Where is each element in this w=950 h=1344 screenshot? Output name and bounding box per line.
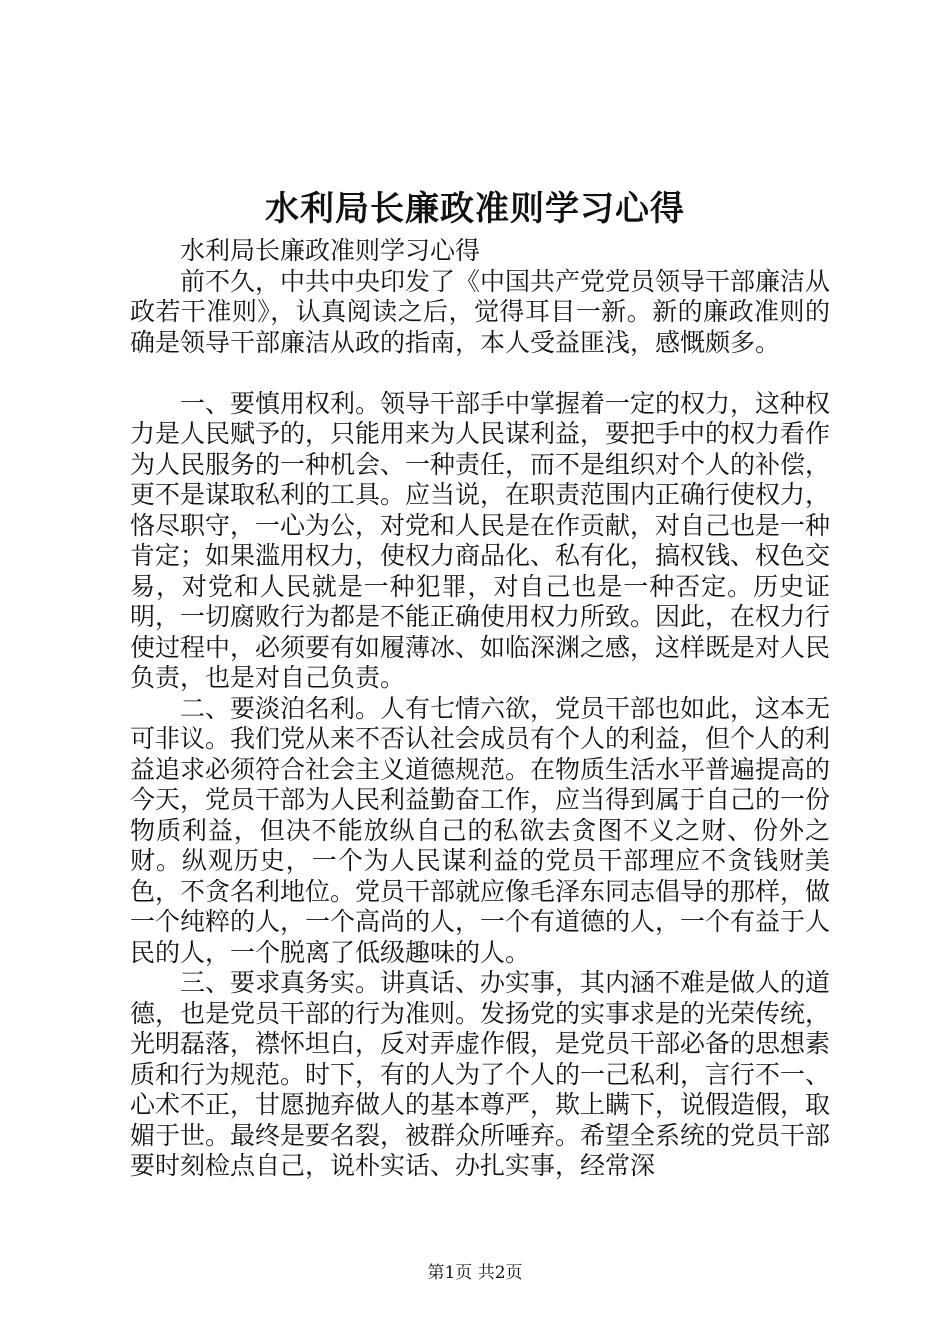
- section-one-paragraph: 一、要慎用权利。领导干部手中掌握着一定的权力，这种权力是人民赋予的，只能用来为人民谋利益，要把手中的权力看作为人民服务的一种机会、一种责任，而不是组织对个人的补偿，更不是谋取私利的工具。应当说，在职责范围内正确行使权力，恪尽职守，一心为公，对党和人民是在作贡献，对自己也是一种肯定；如果滥用权力，使权力商品化、私有化，搞权钱、权色交易，对党和人民就是一种犯罪，对自己也是一种否定。历史证明，一切腐败行为都是不能正确使用权力所致。因此，在权力行使过程中，必须要有如履薄冰、如临深渊之感，这样既是对人民负责，也是对自己负责。: [130, 388, 831, 692]
- section-three-paragraph: 三、要求真务实。讲真话、办实事，其内涵不难是做人的道德，也是党员干部的行为准则。发扬党的实事求是的光荣传统，光明磊落，襟怀坦白，反对弄虚作假，是党员干部必备的思想素质和行为规范。时下，有的人为了个人的一己私利，言行不一、心术不正，甘愿抛弃做人的基本尊严，欺上瞒下，说假造假，取媚于世。最终是要名裂，被群众所唾弃。希望全系统的党员干部要时刻检点自己，说朴实话、办扎实事，经常深: [130, 968, 831, 1180]
- page-footer: 第1页 共2页: [427, 1263, 523, 1283]
- intro-paragraph: 前不久，中共中央印发了《中国共产党党员领导干部廉洁从政若干准则》，认真阅读之后，觉得耳目一新。新的廉政准则的确是领导干部廉洁从政的指南，本人受益匪浅，感慨颇多。: [130, 266, 831, 357]
- subtitle-paragraph: 水利局长廉政准则学习心得: [180, 236, 481, 265]
- document-title: 水利局长廉政准则学习心得: [265, 189, 685, 229]
- section-two-paragraph: 二、要淡泊名利。人有七情六欲，党员干部也如此，这本无可非议。我们党从来不否认社会成员有个人的利益，但个人的利益追求必须符合社会主义道德规范。在物质生活水平普遍提高的今天，党员干部为人民利益勤奋工作，应当得到属于自己的一份物质利益，但决不能放纵自己的私欲去贪图不义之财、份外之财。纵观历史，一个为人民谋利益的党员干部理应不贪钱财美色，不贪名利地位。党员干部就应像毛泽东同志倡导的那样，做一个纯粹的人，一个高尚的人，一个有道德的人，一个有益于人民的人，一个脱离了低级趣味的人。: [130, 693, 831, 967]
- document-body: [130, 236, 830, 1182]
